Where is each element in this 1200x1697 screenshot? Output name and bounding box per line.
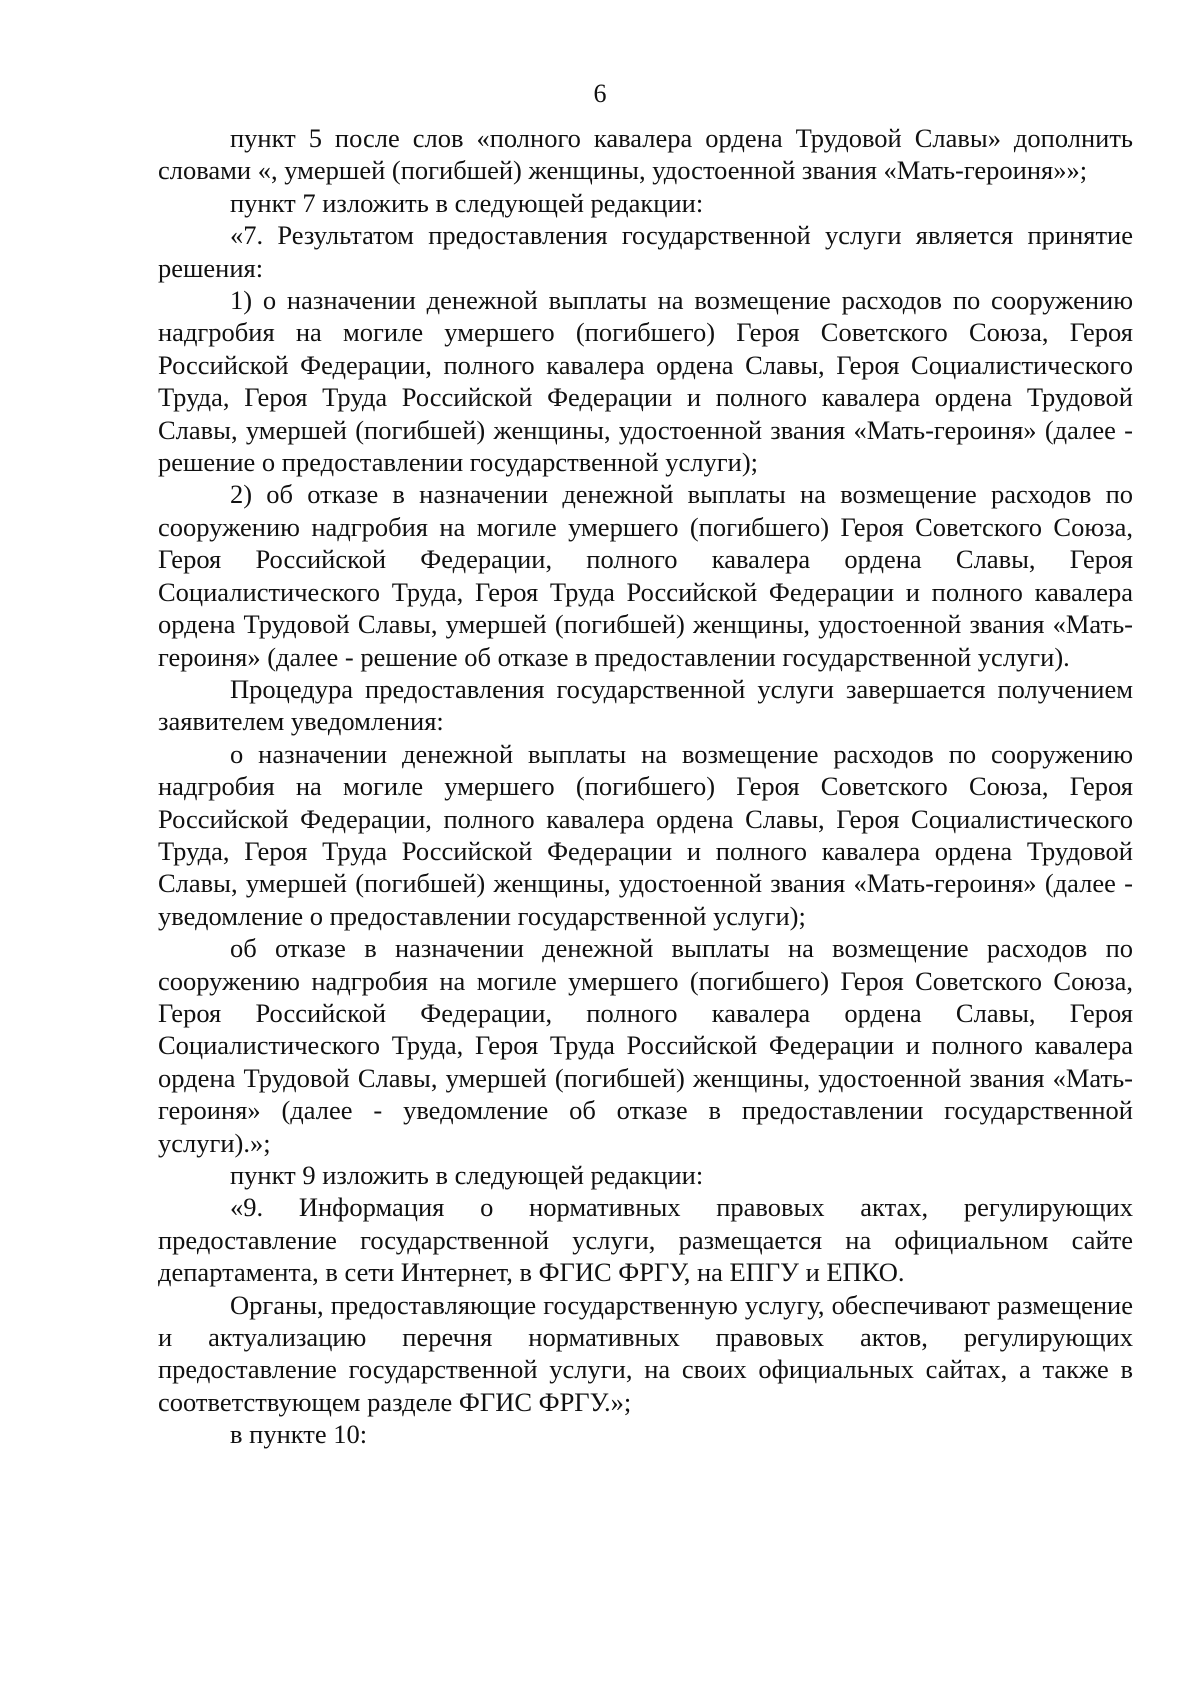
paragraph: «9. Информация о нормативных правовых актах, регулирующих предоставление государственной услуги, размещается на официальном сайте департамента, в сети Интернет, в ФГИС ФРГУ, на ЕПГУ и ЕПКО.: [158, 1192, 1133, 1288]
paragraph: Органы, предоставляющие государственную услугу, обеспечивают размещение и актуализацию перечня нормативных правовых актов, регулирующих предоставление государственной услуги, на своих официальных сайтах, а также в соответствующем разделе ФГИС ФРГУ.»;: [158, 1289, 1133, 1417]
paragraph: пункт 9 изложить в следующей редакции:: [230, 1160, 704, 1190]
paragraph: Процедура предоставления государственной услуги завершается получением заявителем уведомления:: [158, 673, 1133, 737]
paragraph: о назначении денежной выплаты на возмещение расходов по сооружению надгробия на могиле умершего (погибшего) Героя Советского Союза, Героя Российской Федерации, полного кавалера ордена Славы, Героя Социалистического Труда, Героя Труда Российской Федерации и полного кавалера ордена Трудовой Славы, умершей (погибшей) женщины, удостоенной звания «Мать-героиня» (далее - уведомление о предоставлении государственной услуги);: [158, 738, 1133, 931]
paragraph: пункт 5 после слов «полного кавалера ордена Трудовой Славы» дополнить словами «, умершей (погибшей) женщины, удостоенной звания «Мать-героиня»»;: [158, 123, 1133, 186]
paragraph: 1) о назначении денежной выплаты на возмещение расходов по сооружению надгробия на могиле умершего (погибшего) Героя Советского Союза, Героя Российской Федерации, полного кавалера ордена Славы, Героя Социалистического Труда, Героя Труда Российской Федерации и полного кавалера ордена Трудовой Славы, умершей (погибшей) женщины, удостоенной звания «Мать-героиня» (далее - решение о предоставлении государственной услуги);: [158, 285, 1133, 478]
paragraph: пункт 7 изложить в следующей редакции:: [230, 187, 704, 218]
paragraph: в пункте 10:: [230, 1419, 368, 1450]
document-body: [158, 122, 1133, 1451]
page-number: 6: [593, 79, 607, 108]
paragraph: «7. Результатом предоставления государственной услуги является принятие решения:: [158, 220, 1133, 283]
paragraph: 2) об отказе в назначении денежной выплаты на возмещение расходов по сооружению надгробия на могиле умершего (погибшего) Героя Советского Союза, Героя Российской Федерации, полного кавалера ордена Славы, Героя Социалистического Труда, Героя Труда Российской Федерации и полного кавалера ордена Трудовой Славы, умершей (погибшей) женщины, удостоенной звания «Мать-героиня» (далее - решение об отказе в предоставлении государственной услуги).: [158, 479, 1133, 672]
paragraph: об отказе в назначении денежной выплаты на возмещение расходов по сооружению надгробия на могиле умершего (погибшего) Героя Советского Союза, Героя Российской Федерации, полного кавалера ордена Славы, Героя Социалистического Труда, Героя Труда Российской Федерации и полного кавалера ордена Трудовой Славы, умершей (погибшей) женщины, удостоенной звания «Мать-героиня» (далее - уведомление об отказе в предоставлении государственной услуги).»;: [158, 933, 1133, 1158]
